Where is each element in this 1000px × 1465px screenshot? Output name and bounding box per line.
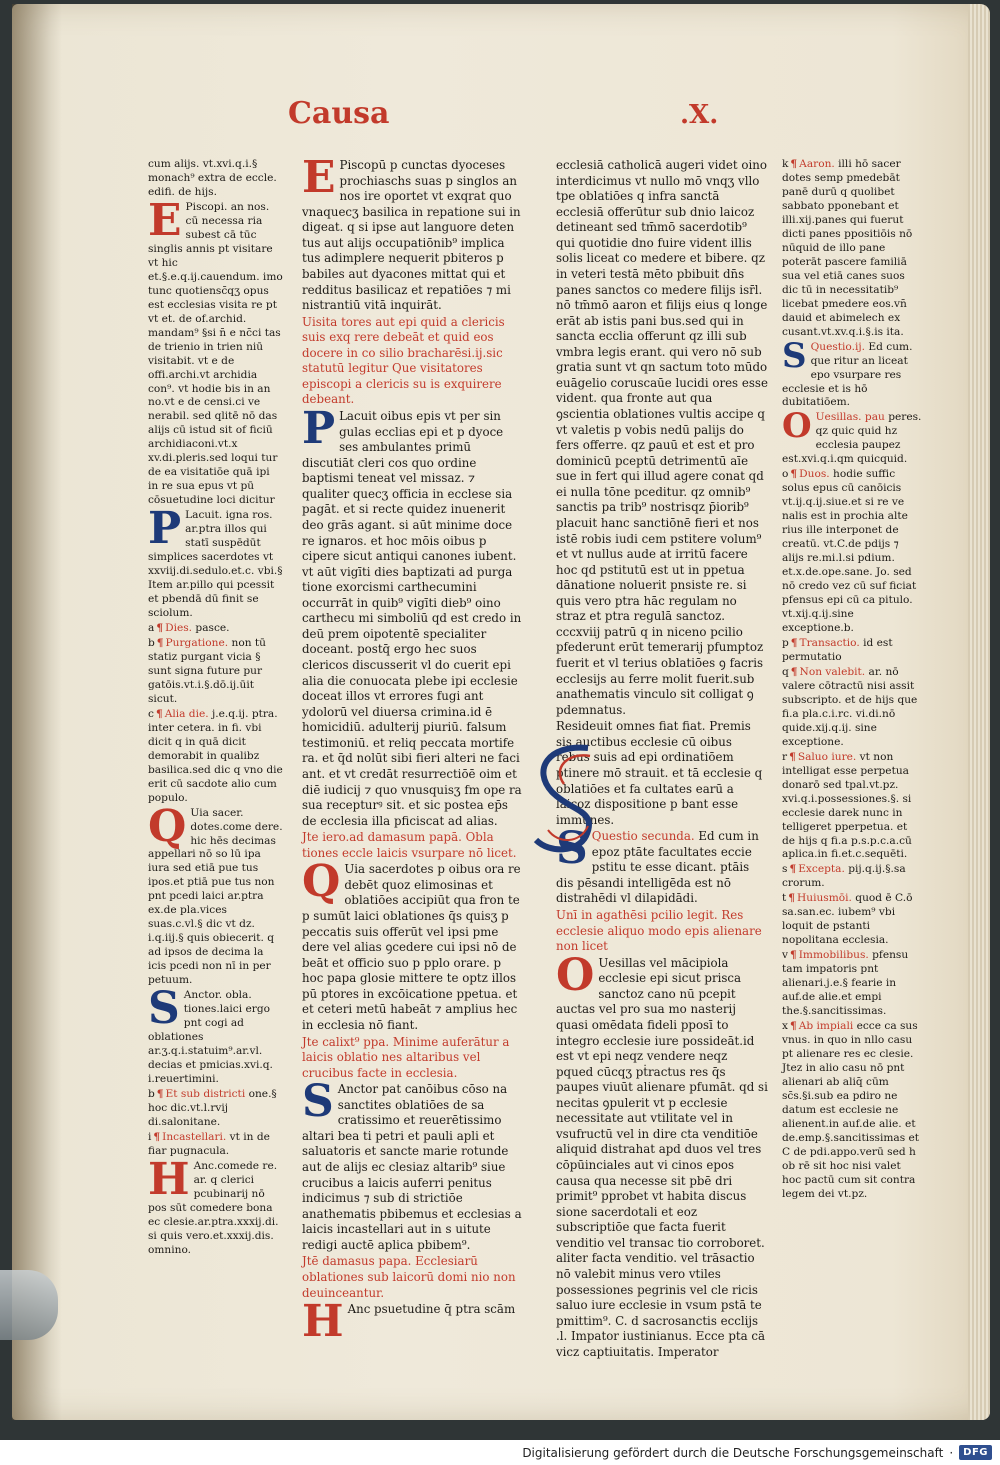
decorated-initial: Q [148, 800, 187, 852]
decorated-initial: H [302, 1296, 344, 1348]
pilcrow-icon: ¶ [156, 636, 164, 649]
decorated-initial: H [148, 1153, 190, 1205]
rubric-text: Non valebit. [799, 665, 866, 678]
main-1-paragraph [302, 152, 524, 314]
rubric-text: Ab impiali [798, 1020, 854, 1033]
rubric-text: Unī in agathēsi pcilio legit. Res ecclesie aliquo modo epis alienare non licet [556, 908, 762, 954]
rubric-text: Duos. [799, 468, 830, 481]
rubric-text: Aaron. [799, 158, 835, 170]
rubric-text: Questio.ij. [810, 340, 866, 353]
main-1-paragraph [302, 856, 524, 1033]
decorated-initial: O [782, 406, 812, 447]
gloss-marker: x [782, 1020, 788, 1033]
main-1-paragraph [302, 315, 524, 408]
rubric-text: Purgatione. [165, 636, 229, 649]
gloss-left-paragraph [148, 708, 283, 806]
gloss-left-paragraph [148, 1088, 283, 1130]
page-edges [968, 4, 990, 1420]
main-2-paragraph [556, 949, 768, 1361]
body-text: Piscopi. an nos. cū necessa ria subest cā tūc singlis annis pt visitare vt hic et.§.e.q.ij.cauendum. imo tunc quotiensc̄qʒ opus est ecclesias visita re pt vt et. de of.archid. mandam⁹ §si n̄ e nc̄ci tas de trienio in trien niū visitabit. vt e de offi.archi.vt archidia con⁹. vt hodie bis in an no.vt e de censi.ci ve nerabil. sed qlitē nō das alijs cū istud sit of ficiū archidiaconi.vt.x xv.di.pleris.sed loqui tur de ea visitatiōe quā ipi in re sua epus vt pū cōsuetudine loci dicitur [148, 200, 283, 507]
pilcrow-icon: ¶ [790, 949, 797, 962]
gloss-marker: p [782, 636, 789, 649]
gloss-left-paragraph [148, 194, 283, 508]
pilcrow-icon: ¶ [789, 863, 797, 876]
main-2-paragraph [556, 158, 768, 718]
pilcrow-icon: ¶ [153, 1130, 161, 1143]
main-1-paragraph [302, 1296, 524, 1348]
dfg-logo: DFG [959, 1445, 992, 1460]
gutter-shadow [12, 4, 62, 1420]
gloss-marker: b [148, 1087, 155, 1100]
body-text: one.§ hoc dic.vt.l.rvij di.salonitane. [148, 1087, 277, 1128]
pilcrow-icon: ¶ [790, 636, 798, 649]
body-text: cum alijs. vt.xvi.q.i.§ monach⁹ extra de eccle. edifi. de hijs. [148, 158, 277, 198]
body-text: j.e.q.ij. ptra. inter cetera. in fi. vbi dicit q in quā dicit demorabit in qualibz basilica.sed dic q vno die erit cū sacdote alio cum populo. [148, 707, 283, 804]
body-text: Resideuit omnes fiat fiat. Premis sis auctibus ecclesie cū oibus rebus suis ad epi ordinatiōem ptinere mō strauit. et tā ecclesie q oblatiōes et fa cultates earū a laicoz dispositione p bant esse immunes. [556, 719, 763, 827]
rubric-text: Dies. [165, 621, 193, 634]
gloss-right-paragraph [782, 751, 922, 863]
rubric-text: Alia die. [164, 707, 209, 720]
pilcrow-icon: ¶ [156, 621, 164, 634]
rubric-text: Incastellari. [162, 1130, 227, 1143]
rubric-text: Uisita tores aut epi quid a clericis suis exq rere debeāt et quid eos docere in co silio bracharēsi.ij.sic statutū legitur Que visitatores episcopi a clericis su is exquirere debeant. [302, 314, 505, 407]
gloss-marker: s [782, 863, 788, 876]
rubric-text: Huiusmōi. [797, 892, 852, 905]
pilcrow-icon: ¶ [155, 707, 163, 720]
body-text: peres. qz quic quid hz ecclesia paupez est.xvi.q.i.qm quicquid. [782, 411, 922, 466]
gloss-column-right [782, 158, 922, 1203]
gloss-right-paragraph [782, 666, 922, 750]
pilcrow-icon: ¶ [790, 158, 798, 170]
body-text: Anctor. obla. tiones.laici ergo pnt cogi ad oblationes ar.ʒ.q.i.statuim⁹.ar.vl. decias et pmicias.xvi.q. i.reuertimini. [148, 989, 273, 1085]
rubric-text: Et sub districti [165, 1087, 246, 1100]
gloss-marker: b [148, 636, 155, 649]
body-text: illi hō sacer dotes semp pmedebāt panē durū q quolibet sabbato pponebant et illi.xij.panes qui fuerut dicti panes ppositiōis nō nūquid de illo pane poterāt pascere familiā sua vel etiā canes suos dic tū in necessitatib⁹ licebat pmedere eos.vn̄ dauid et abimelech ex cusant.vt.xv.q.i.§.is ita. [782, 158, 913, 338]
main-1-paragraph [302, 1254, 524, 1301]
pilcrow-icon: ¶ [790, 468, 798, 481]
gloss-column-left [148, 158, 283, 1259]
decorated-initial: Q [302, 856, 341, 908]
gloss-left-paragraph [148, 503, 283, 621]
body-text: pasce. [195, 621, 230, 634]
rubric-text: Immobilibus. [798, 949, 869, 962]
pilcrow-icon: ¶ [789, 750, 796, 763]
decorated-initial: S [556, 823, 588, 875]
pilcrow-icon: ¶ [790, 665, 798, 678]
gloss-marker: v [782, 949, 788, 962]
gloss-left-paragraph [148, 983, 283, 1087]
gloss-right-paragraph [782, 468, 922, 636]
gloss-left-paragraph [148, 622, 283, 636]
gloss-right-paragraph [782, 863, 922, 891]
body-text: Uesillas vel mācipiola ecclesie epi sicut prisca sanctoz cano nū pcepit auctas vel pro sua mo nasterij quasi omēdata fideli pposī to integro ecclesie iure possideāt.id est vt epi neqz vendere neqz pqued cūcqʒ pṫractus res q̄s paupes viuūt alienare pfumāt. qd si necitas ꝯpulerit vt p ecclesie necessitate aut vtilitate vel in vsufructū vel in dire cta venditiōe aliquid distrahat apd duos vel tres cōpūinciales aut vi cinos epos causa qua necesse sit pbē dri primit⁹ pprobet vt habita discus sione sacerdotali et eoz subscriptiōe que facta fuerit venditio vel transac tio corroboret. aliter facta venditio. vel trāsactio nō valebit minus vero vtiles possessiones pegrinis vel cle ricis saluo iure ecclesie in vsum pstā te pmittim⁹. C. d sacrosanctis ecclijs .l. Impator iustinianus. Ecce pta cā vicz captiuitatis. Imperator [556, 955, 768, 1359]
decorated-initial: S [302, 1076, 334, 1128]
gloss-marker: k [782, 158, 789, 170]
gloss-right-paragraph [782, 892, 922, 948]
main-1-paragraph [302, 1076, 524, 1253]
gloss-marker: i [148, 1130, 152, 1143]
decorated-initial: E [148, 194, 182, 246]
footer-credit: Digitalisierung gefördert durch die Deutsche Forschungsgemeinschaft [522, 1445, 944, 1460]
body-text: ar. nō valere cōtractū nisi assit subscripto. et de hijs que fi.a pla.c.i.rc. vi.di.nō quide.xij.q.ij. sine exceptione. [782, 665, 918, 748]
gloss-right-paragraph [782, 158, 922, 340]
body-text: ecclesiā catholicā augeri videt oino interdicimus vt nullo mō vnqʒ vllo tpe oblatiōes q infra sanctā ecclesiā offerūtur sub dnio laicoz detineant sed tm̄mō sacerdotib⁹ qui quotidie dno fuire vident illis solis liceat co medere et bibere. qz in veteri testā mēto pbibuit dn̄s panes sanctos co medere filijs isr̄l. nō tm̄mō aaron et filijs eius q longe erāt ab istis pani bus.sed qui in sancta ecclia offerunt qz illi sub vmbra legis erant. qui vero nō sub gratia sunt vt qn sactum toto mūdo euāgelio coruscaūe lucidi ores esse vident. qua fronte aut qua ꝯscientia oblationes vultis accipe q vt valetis p vobis nedū palijs do fers offerre. qz ꝑauū et est et pro dominicū pceptū detrimentū aīe sue in fert qui illud agere conat qd ei nulla tōne pceditur. qz omnib⁹ sanctis pa trib⁹ nostrisqz p̄iorib⁹ placuit hanc sanctiōnē fieri et nos istē robis iudi cem pstitere volum⁹ et vt nullus aude at irritū facere hoc qd pstitutū est ut in ppetua dānatione noluerit pnsiste re. si quis vero ptra hāc regulam no straz et ptra regulā sanctoz. cccxviij patrū q in niceno pcilio pfederunt erūt temerarij pfumptoz fuerit et vl terius oblatiōes ꝯ facris ecclesijs au ferre molit fuerit.sub anathematis vinculo sit colligat ꝯ pdemnatus. [556, 158, 768, 717]
body-text: Piscopū p cunctas dyoceses prochiaschs suas p singlos an nos ire oportet vt exqrat quo vnaquecʒ basilica in repatione sui in digeat. q si ipse aut languore deten tus aut alijs occupatiōnib⁹ implica tus adimplere nequerit pbiteros p babiles aut dyacones mittat qui et redditus basilicaz et repatiōes ⁊ mi nistrantiū vitā inquirāt. [302, 158, 521, 313]
gloss-right-paragraph [782, 335, 922, 411]
rubric-text: Jte calixt⁹ ppa. Minime auferātur a laicis oblatio nes altaribus vel crucibus facte in ecclesia. [302, 1034, 510, 1080]
body-text: Lacuit. igna ros. ar.ptra illos qui statī suspēdūt simplices sacerdotes vt xxviij.di.sedulo.et.c. vbi.§ Item ar.pillo qui pcessit et pbendā dū finit se sciolum. [148, 509, 283, 619]
rubric-text: Jtē damasus papa. Ecclesiarū oblationes sub laicorū domi nio non deuinceantur. [302, 1254, 516, 1300]
main-1-paragraph [302, 403, 524, 829]
gloss-marker: t [782, 892, 787, 905]
decorated-initial: S [782, 335, 807, 376]
decorated-initial: P [148, 503, 182, 555]
gloss-right-paragraph [782, 949, 922, 1019]
gloss-marker: c [148, 707, 154, 720]
gloss-marker: r [782, 750, 788, 763]
body-text: Uia sacer. dotes.come dere. hic hēs decimas appellari nō so lū ipa iura sed etiā pue tus ipos.et ptiā pue tus non pnt pcedi laici ar.ptra ex.de pla.vices suas.c.vl.§ dic vt dz. i.q.iij.§ quis obiecerit. q ad ipsos de decima la icis pcedi non nī in per petuum. [148, 806, 283, 987]
pilcrow-icon: ¶ [156, 1087, 164, 1100]
body-text: ecce ca sus vnus. in quo in nllo casu pt alienare res ec clesie. Jtez in alio casu nō pnt alienari ab aliq̄ cūm sc̄s.§i.sub ea pdiro ne datum est ecclesie ne alienent.in auf.de alie. et de.emp.§.sancitissimas et C de pdi.appo.verū sed h ob rē sit hoc nisi valet hoc pactū cum sit contra legem dei vt.pz. [782, 1020, 920, 1200]
body-text: Uia sacerdotes p oibus ora re debēt quoz elimosinas et oblatiōes accipiūt qua fron te p sumūt laici oblationes q̄s quisʒ p peccatis suis offerūt vel ipsi pme dere vel alias ꝯcedere cui ipsi nō de beāt et officio suo p pplo orare. p hoc papa glosie mittere te optz illos pū ptores in excōicatione ppetua. et et ceteri metū habeāt ⁊ amplius hec in ecclesia nō fiant. [302, 862, 521, 1032]
decorated-initial: E [302, 152, 336, 203]
footer-bar [0, 1440, 1000, 1465]
body-text: Ed cum. que ritur an liceat epo vsurpare res ecclesie et is hō dubitatiōem. [782, 340, 913, 409]
pilcrow-icon: ¶ [789, 1020, 797, 1033]
decorated-initial: P [302, 403, 336, 454]
rubric-text: Transactio. [799, 636, 860, 649]
decorated-initial: S [148, 983, 180, 1035]
body-text: quod ē C.ō sa.san.ec. iubem⁹ vbi loquit de pstanti nopolitana ecclesia. [782, 892, 913, 947]
running-head-causa: Causa [288, 96, 390, 131]
body-text: pij.q.ij.§.sa crorum. [782, 863, 906, 890]
body-text: Anc psuetudine q̄ ptra scām [347, 1302, 516, 1317]
body-text: id est permutatio [782, 636, 893, 663]
gloss-left-paragraph [148, 637, 283, 707]
body-text: hodie suffic solus epus cū canōicis vt.ij.q.ij.siue.et si re ve nalis est in prochia alte rius ille interponet de creatū. vt.C.de pdijs ⁊ alijs re.mi.l.si pdium. et.x.de.ope.sane. Jo. sed nō credo vez cū suf ficiat pfensus epi cū ca pitulo. vt.xij.q.ij.sine exceptione.b. [782, 468, 917, 634]
main-2-paragraph [556, 908, 768, 955]
body-text: pfensu tam impatoris pnt alienari.j.e.§ fearie in auf.de alie.et empi the.§.sancitissimas. [782, 949, 909, 1018]
body-text: Anctor pat canōibus cōso na sanctites oblatiōes de sa cratissimo et reuerētissimo altari bea ti petri et pauli apli et saluatoris et sancte marie rotunde aut de alijs ec clesiaz altarib⁹ siue crucibus a laicis auferri penitus indicimus ⁊ sub di strictiōe anathematis pbibemus et ecclesias a laicis incastellari aut in s uitute redigi auctē aplica pbibem⁹. [302, 1082, 522, 1252]
body-text: non tū statiz purgant vicia § sunt signa future pur gatōis.vt.i.§.dō.ij.ūit sicut. [148, 636, 267, 705]
rubric-text: Questio secunda. [591, 829, 695, 844]
gloss-right-paragraph [782, 1020, 922, 1202]
rubric-text: Saluo iure. [797, 750, 857, 763]
gloss-marker: o [782, 468, 789, 481]
main-text-column-1 [302, 152, 524, 1348]
body-text: Anc.comede re. ar. q clerici pcubinarij nō pos sūt comedere bona ec clesie.ar.ptra.xxxij.di. si quis vero.et.xxxij.dis. omnino. [148, 1159, 279, 1256]
body-text: vt in de fiar pugnacula. [148, 1130, 270, 1157]
gloss-left-paragraph [148, 800, 283, 989]
gloss-right-paragraph [782, 637, 922, 665]
body-text: Lacuit oibus epis vt per sin gulas ecclias epi et p dyoce ses ambulantes primū discutiāt cleri cos quo ordine baptismi teneat vel missaz. ⁊ qualiter quecʒ officia in ecclese sia pagāt. et si recte quidez inuenerit deo grās agant. si aūt minime doce re ignaros. et hoc mōis oibus p cipere sicut antiqui canones iubent. vt aūt vigīti dies baptizati ad purga tione exorcismi carthecumini occurrāt in quib⁹ vigīti dieb⁹ oino carthecu mi simboliū qd est credo in deū prem oipotentē specialiter doceant. postq̄ ergo hec suos clericos discusserit vl do cuerit epi alia die conuocata plebe ipi ecclesie doceat illos vt errores fugi ant ydolorū vel diuersa crimina.id ē homicidiū. adulterij piuriū. falsum testimoniū. et reliq peccata mortife ra. et q̄d nolūt sibi fieri alteri ne faci ant. et vt credāt resurrectiōē oim et diē iudicij ⁊ quo vnusquisʒ fm ope ra sua recepturꝰ sit. et sic postea ep̄s de ecclesia illa pficiscat ad alias. [302, 409, 522, 828]
running-head-number: .X. [680, 100, 719, 130]
gloss-right-paragraph [782, 406, 922, 467]
rubric-text: Excepta. [798, 863, 845, 876]
gloss-left-paragraph [148, 158, 283, 200]
pilcrow-icon: ¶ [788, 892, 796, 905]
initial-flourish-ornament [528, 740, 608, 860]
rubric-text: Uesillas. pau [815, 411, 885, 424]
gloss-marker: a [148, 621, 155, 634]
rubric-text: Jte iero.ad damasum papā. Obla tiones eccle laicis vsurpare nō licet. [302, 830, 517, 860]
main-1-paragraph [302, 1035, 524, 1082]
gloss-marker: q [782, 665, 789, 678]
page-clip [0, 1270, 58, 1340]
footer-separator: · [949, 1445, 954, 1460]
body-text: vt non intelligat esse perpetua donarō sed tpal.vt.pz. xvi.q.i.possessiones.§. si ecclesie darek nunc in telligeret pperpetua. et de hijs q fi.a p.s.p.c.a.cū aplica.in fi.et.c.sequēti. [782, 750, 912, 861]
decorated-initial: O [556, 949, 595, 1001]
body-text: Ed cum in epoz ptāte facultates eccie pstitu te esse dicant. ptāis dis pēsandi intelligēda est nō distrahēdi vl dilapidādi. [556, 829, 759, 906]
gloss-left-paragraph [148, 1153, 283, 1258]
